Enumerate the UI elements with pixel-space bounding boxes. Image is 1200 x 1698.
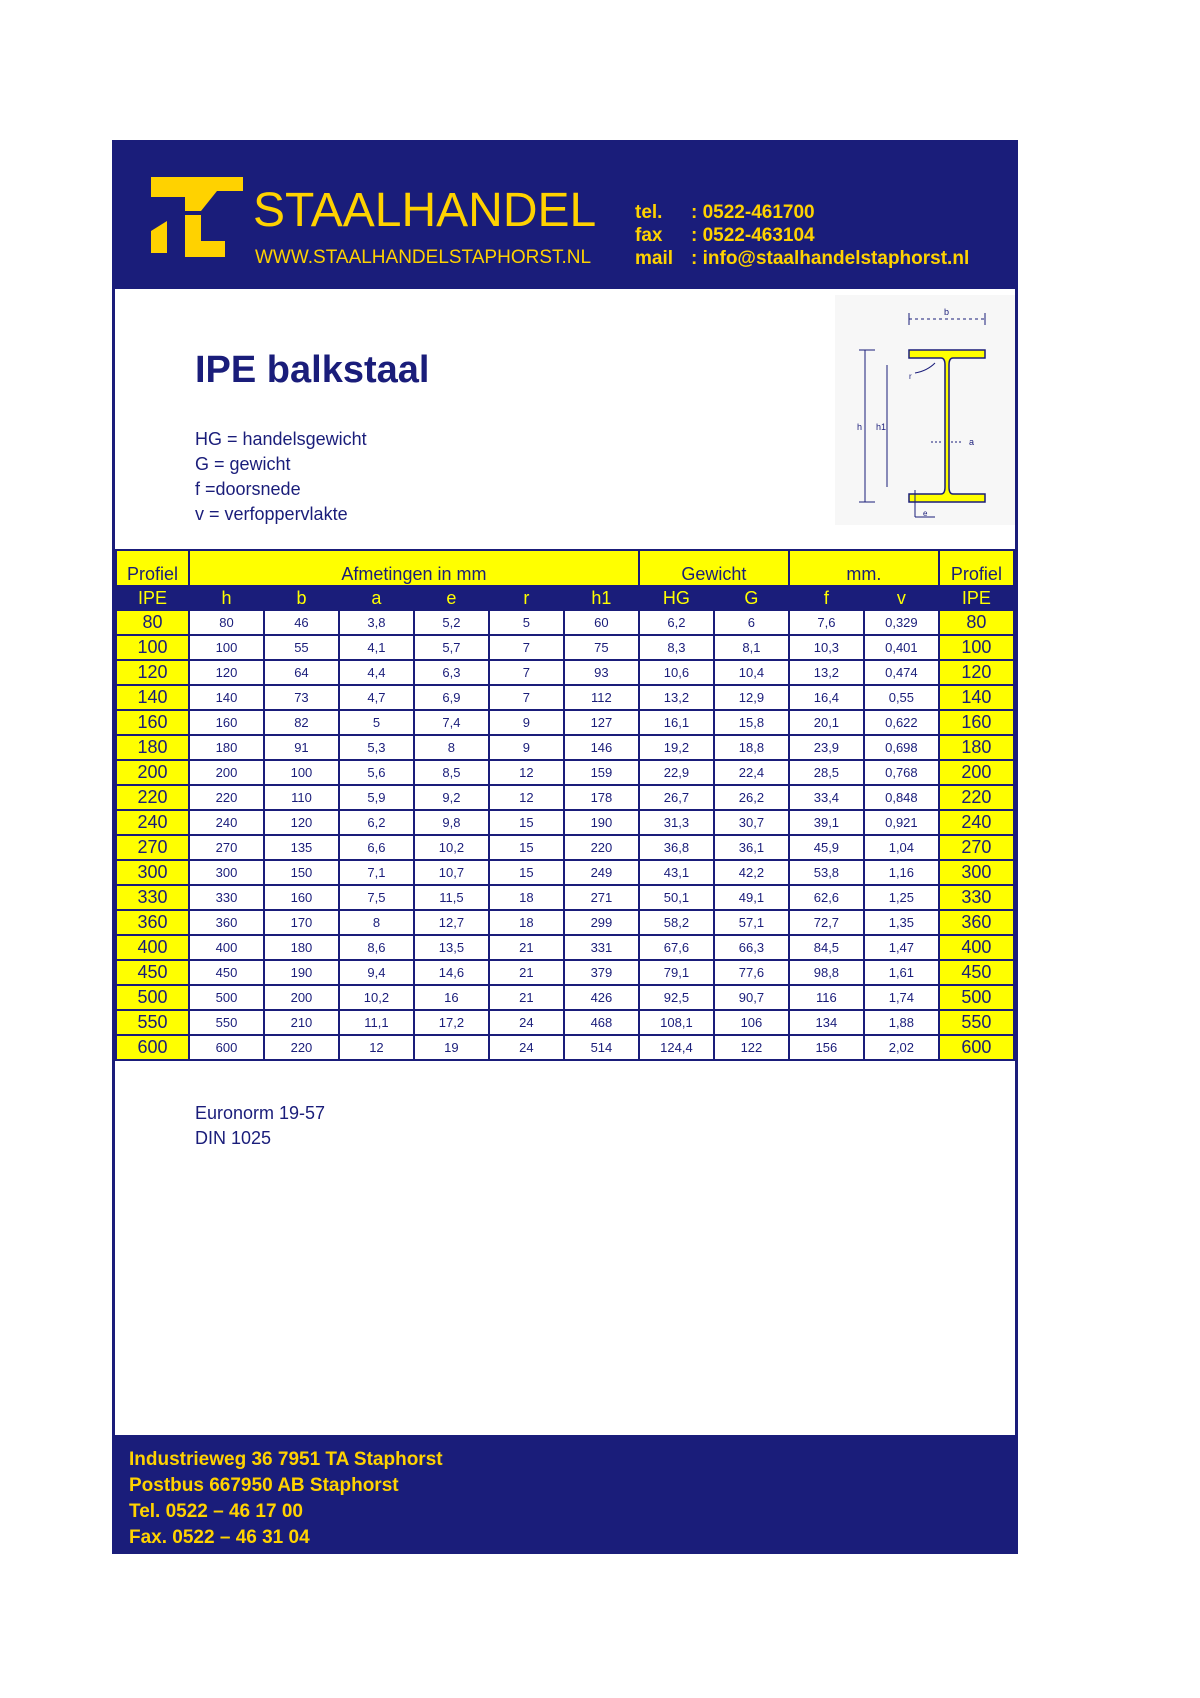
table-row	[116, 760, 1014, 785]
table-row	[116, 660, 1014, 685]
profile-cell: 270	[939, 835, 1014, 860]
profile-cell: 140	[939, 685, 1014, 710]
value-cell: 300	[189, 860, 264, 885]
profile-cell: 120	[116, 660, 189, 685]
value-cell: 93	[564, 660, 639, 685]
ipe-table	[115, 549, 1015, 1061]
value-cell: 550	[189, 1010, 264, 1035]
table-row	[116, 935, 1014, 960]
value-cell: 5,9	[339, 785, 414, 810]
value-cell: 12	[489, 785, 564, 810]
value-cell: 7,1	[339, 860, 414, 885]
value-cell: 124,4	[639, 1035, 714, 1060]
group-header-cell: Profiel	[939, 550, 1014, 586]
value-cell: 62,6	[789, 885, 864, 910]
value-cell: 15	[489, 860, 564, 885]
profile-cell: 140	[116, 685, 189, 710]
value-cell: 30,7	[714, 810, 789, 835]
value-cell: 17,2	[414, 1010, 489, 1035]
diagram-label-b: b	[944, 307, 950, 317]
value-cell: 8	[414, 735, 489, 760]
value-cell: 1,04	[864, 835, 939, 860]
legend-item: G = gewicht	[195, 454, 291, 474]
contact-row: tel. : 0522-461700	[635, 202, 815, 223]
value-cell: 9	[489, 710, 564, 735]
value-cell: 106	[714, 1010, 789, 1035]
contact-row: fax : 0522-463104	[635, 225, 815, 246]
value-cell: 9	[489, 735, 564, 760]
value-cell: 6	[714, 610, 789, 635]
value-cell: 0,768	[864, 760, 939, 785]
value-cell: 10,7	[414, 860, 489, 885]
value-cell: 15	[489, 835, 564, 860]
value-cell: 4,1	[339, 635, 414, 660]
column-header: v	[864, 586, 939, 610]
value-cell: 1,16	[864, 860, 939, 885]
profile-cell: 330	[116, 885, 189, 910]
value-cell: 330	[189, 885, 264, 910]
footer-line: Postbus 667950 AB Staphorst	[129, 1475, 399, 1496]
value-cell: 400	[189, 935, 264, 960]
value-cell: 220	[264, 1035, 339, 1060]
value-cell: 10,6	[639, 660, 714, 685]
profile-cell: 200	[116, 760, 189, 785]
value-cell: 220	[564, 835, 639, 860]
profile-cell: 200	[939, 760, 1014, 785]
value-cell: 5	[489, 610, 564, 635]
profile-cell: 160	[939, 710, 1014, 735]
value-cell: 6,9	[414, 685, 489, 710]
value-cell: 5	[339, 710, 414, 735]
value-cell: 77,6	[714, 960, 789, 985]
value-cell: 55	[264, 635, 339, 660]
value-cell: 360	[189, 910, 264, 935]
value-cell: 331	[564, 935, 639, 960]
group-header-cell: mm.	[789, 550, 939, 586]
column-header: f	[789, 586, 864, 610]
value-cell: 200	[189, 760, 264, 785]
value-cell: 4,7	[339, 685, 414, 710]
value-cell: 12,9	[714, 685, 789, 710]
table-row	[116, 610, 1014, 635]
value-cell: 240	[189, 810, 264, 835]
profile-cell: 270	[116, 835, 189, 860]
value-cell: 53,8	[789, 860, 864, 885]
value-cell: 50,1	[639, 885, 714, 910]
value-cell: 79,1	[639, 960, 714, 985]
value-cell: 159	[564, 760, 639, 785]
value-cell: 0,329	[864, 610, 939, 635]
footer-line: Industrieweg 36 7951 TA Staphorst	[129, 1449, 443, 1470]
profile-cell: 550	[939, 1010, 1014, 1035]
value-cell: 82	[264, 710, 339, 735]
value-cell: 58,2	[639, 910, 714, 935]
value-cell: 170	[264, 910, 339, 935]
value-cell: 8	[339, 910, 414, 935]
value-cell: 0,474	[864, 660, 939, 685]
profile-cell: 300	[939, 860, 1014, 885]
value-cell: 92,5	[639, 985, 714, 1010]
profile-cell: 240	[116, 810, 189, 835]
legend-item: v = verfoppervlakte	[195, 504, 348, 524]
value-cell: 426	[564, 985, 639, 1010]
value-cell: 64	[264, 660, 339, 685]
profile-cell: 120	[939, 660, 1014, 685]
value-cell: 1,88	[864, 1010, 939, 1035]
value-cell: 8,6	[339, 935, 414, 960]
value-cell: 91	[264, 735, 339, 760]
value-cell: 16,4	[789, 685, 864, 710]
header-banner	[115, 143, 1015, 289]
value-cell: 156	[789, 1035, 864, 1060]
value-cell: 0,698	[864, 735, 939, 760]
column-header: e	[414, 586, 489, 610]
value-cell: 112	[564, 685, 639, 710]
value-cell: 42,2	[714, 860, 789, 885]
value-cell: 150	[264, 860, 339, 885]
value-cell: 0,401	[864, 635, 939, 660]
standards	[195, 1101, 325, 1151]
value-cell: 116	[789, 985, 864, 1010]
profile-cell: 400	[939, 935, 1014, 960]
table-row	[116, 710, 1014, 735]
column-header: a	[339, 586, 414, 610]
value-cell: 9,4	[339, 960, 414, 985]
value-cell: 379	[564, 960, 639, 985]
value-cell: 84,5	[789, 935, 864, 960]
table-group-header	[116, 550, 1014, 586]
profile-cell: 160	[116, 710, 189, 735]
value-cell: 39,1	[789, 810, 864, 835]
value-cell: 134	[789, 1010, 864, 1035]
profile-cell: 80	[939, 610, 1014, 635]
value-cell: 28,5	[789, 760, 864, 785]
value-cell: 18,8	[714, 735, 789, 760]
value-cell: 46	[264, 610, 339, 635]
value-cell: 75	[564, 635, 639, 660]
value-cell: 4,4	[339, 660, 414, 685]
profile-cell: 180	[116, 735, 189, 760]
footer-line: Tel. 0522 – 46 17 00	[129, 1501, 303, 1522]
table-row	[116, 785, 1014, 810]
value-cell: 0,622	[864, 710, 939, 735]
value-cell: 0,848	[864, 785, 939, 810]
diagram-label-h: h	[857, 422, 863, 432]
value-cell: 16	[414, 985, 489, 1010]
group-header-cell: Gewicht	[639, 550, 789, 586]
value-cell: 22,9	[639, 760, 714, 785]
legend-item: f =doorsnede	[195, 479, 301, 499]
profile-cell: 360	[939, 910, 1014, 935]
value-cell: 20,1	[789, 710, 864, 735]
company-logo	[145, 171, 250, 263]
value-cell: 10,3	[789, 635, 864, 660]
value-cell: 21	[489, 985, 564, 1010]
table-row	[116, 810, 1014, 835]
value-cell: 49,1	[714, 885, 789, 910]
profile-cell: 240	[939, 810, 1014, 835]
value-cell: 43,1	[639, 860, 714, 885]
column-header: b	[264, 586, 339, 610]
value-cell: 24	[489, 1035, 564, 1060]
value-cell: 2,02	[864, 1035, 939, 1060]
value-cell: 10,4	[714, 660, 789, 685]
datasheet-frame	[112, 140, 1018, 1554]
legend	[195, 427, 367, 527]
value-cell: 6,2	[639, 610, 714, 635]
profile-cell: 360	[116, 910, 189, 935]
table-row	[116, 860, 1014, 885]
ipe-section-diagram	[835, 295, 1015, 525]
value-cell: 26,7	[639, 785, 714, 810]
value-cell: 7	[489, 635, 564, 660]
table-row	[116, 985, 1014, 1010]
legend-item: HG = handelsgewicht	[195, 429, 367, 449]
value-cell: 13,2	[789, 660, 864, 685]
value-cell: 8,3	[639, 635, 714, 660]
value-cell: 180	[264, 935, 339, 960]
profile-cell: 100	[116, 635, 189, 660]
value-cell: 21	[489, 960, 564, 985]
value-cell: 19,2	[639, 735, 714, 760]
value-cell: 13,2	[639, 685, 714, 710]
value-cell: 12	[489, 760, 564, 785]
value-cell: 146	[564, 735, 639, 760]
value-cell: 210	[264, 1010, 339, 1035]
standard-item: Euronorm 19-57	[195, 1103, 326, 1123]
value-cell: 110	[264, 785, 339, 810]
value-cell: 8,5	[414, 760, 489, 785]
value-cell: 18	[489, 910, 564, 935]
table-row	[116, 960, 1014, 985]
footer-banner	[115, 1435, 1015, 1551]
value-cell: 9,2	[414, 785, 489, 810]
value-cell: 12	[339, 1035, 414, 1060]
value-cell: 0,921	[864, 810, 939, 835]
value-cell: 60	[564, 610, 639, 635]
table-body	[116, 610, 1014, 1060]
group-header-cell: Profiel	[116, 550, 189, 586]
value-cell: 1,25	[864, 885, 939, 910]
value-cell: 600	[189, 1035, 264, 1060]
value-cell: 200	[264, 985, 339, 1010]
value-cell: 16,1	[639, 710, 714, 735]
diagram-label-a: a	[969, 437, 975, 447]
standard-item: DIN 1025	[195, 1128, 272, 1148]
value-cell: 33,4	[789, 785, 864, 810]
table-row	[116, 735, 1014, 760]
column-header: h	[189, 586, 264, 610]
value-cell: 19	[414, 1035, 489, 1060]
profile-cell: 450	[939, 960, 1014, 985]
contact-block	[635, 201, 969, 270]
profile-cell: 300	[116, 860, 189, 885]
value-cell: 66,3	[714, 935, 789, 960]
value-cell: 1,61	[864, 960, 939, 985]
value-cell: 11,1	[339, 1010, 414, 1035]
value-cell: 0,55	[864, 685, 939, 710]
table-row	[116, 685, 1014, 710]
contact-row: mail : info@staalhandelstaphorst.nl	[635, 248, 970, 269]
value-cell: 12,7	[414, 910, 489, 935]
value-cell: 18	[489, 885, 564, 910]
value-cell: 15,8	[714, 710, 789, 735]
column-header: r	[489, 586, 564, 610]
table-column-header	[116, 586, 1014, 610]
table-row	[116, 635, 1014, 660]
value-cell: 7	[489, 685, 564, 710]
value-cell: 1,74	[864, 985, 939, 1010]
value-cell: 160	[189, 710, 264, 735]
profile-cell: 80	[116, 610, 189, 635]
value-cell: 31,3	[639, 810, 714, 835]
value-cell: 10,2	[414, 835, 489, 860]
profile-cell: 550	[116, 1010, 189, 1035]
table-row	[116, 835, 1014, 860]
value-cell: 90,7	[714, 985, 789, 1010]
value-cell: 468	[564, 1010, 639, 1035]
profile-cell: 100	[939, 635, 1014, 660]
column-header: IPE	[116, 586, 189, 610]
profile-cell: 600	[116, 1035, 189, 1060]
value-cell: 127	[564, 710, 639, 735]
value-cell: 108,1	[639, 1010, 714, 1035]
value-cell: 270	[189, 835, 264, 860]
value-cell: 500	[189, 985, 264, 1010]
column-header: h1	[564, 586, 639, 610]
profile-cell: 500	[116, 985, 189, 1010]
value-cell: 271	[564, 885, 639, 910]
value-cell: 299	[564, 910, 639, 935]
profile-cell: 600	[939, 1035, 1014, 1060]
value-cell: 36,8	[639, 835, 714, 860]
value-cell: 5,3	[339, 735, 414, 760]
value-cell: 10,2	[339, 985, 414, 1010]
value-cell: 178	[564, 785, 639, 810]
value-cell: 24	[489, 1010, 564, 1035]
value-cell: 135	[264, 835, 339, 860]
value-cell: 8,1	[714, 635, 789, 660]
value-cell: 190	[264, 960, 339, 985]
column-header: IPE	[939, 586, 1014, 610]
value-cell: 140	[189, 685, 264, 710]
value-cell: 45,9	[789, 835, 864, 860]
value-cell: 73	[264, 685, 339, 710]
table-row	[116, 1010, 1014, 1035]
value-cell: 7,6	[789, 610, 864, 635]
footer-address	[129, 1447, 443, 1551]
profile-cell: 500	[939, 985, 1014, 1010]
page-title: IPE balkstaal	[195, 349, 430, 391]
value-cell: 6,6	[339, 835, 414, 860]
profile-cell: 330	[939, 885, 1014, 910]
value-cell: 11,5	[414, 885, 489, 910]
value-cell: 23,9	[789, 735, 864, 760]
value-cell: 26,2	[714, 785, 789, 810]
value-cell: 22,4	[714, 760, 789, 785]
value-cell: 6,3	[414, 660, 489, 685]
value-cell: 122	[714, 1035, 789, 1060]
value-cell: 190	[564, 810, 639, 835]
value-cell: 450	[189, 960, 264, 985]
value-cell: 80	[189, 610, 264, 635]
value-cell: 5,2	[414, 610, 489, 635]
value-cell: 67,6	[639, 935, 714, 960]
profile-cell: 400	[116, 935, 189, 960]
diagram-label-r: r	[909, 372, 912, 381]
value-cell: 15	[489, 810, 564, 835]
value-cell: 6,2	[339, 810, 414, 835]
value-cell: 7,4	[414, 710, 489, 735]
value-cell: 13,5	[414, 935, 489, 960]
profile-cell: 220	[939, 785, 1014, 810]
value-cell: 1,47	[864, 935, 939, 960]
group-header-cell: Afmetingen in mm	[189, 550, 639, 586]
table-row	[116, 1035, 1014, 1060]
value-cell: 100	[189, 635, 264, 660]
value-cell: 514	[564, 1035, 639, 1060]
value-cell: 9,8	[414, 810, 489, 835]
diagram-label-h1: h1	[876, 422, 887, 432]
value-cell: 1,35	[864, 910, 939, 935]
value-cell: 180	[189, 735, 264, 760]
value-cell: 160	[264, 885, 339, 910]
table-row	[116, 910, 1014, 935]
footer-line: Fax. 0522 – 46 31 04	[129, 1527, 310, 1548]
value-cell: 36,1	[714, 835, 789, 860]
profile-cell: 180	[939, 735, 1014, 760]
website-url: WWW.STAALHANDELSTAPHORST.NL	[255, 247, 592, 268]
profile-cell: 450	[116, 960, 189, 985]
value-cell: 220	[189, 785, 264, 810]
value-cell: 120	[264, 810, 339, 835]
value-cell: 72,7	[789, 910, 864, 935]
value-cell: 5,7	[414, 635, 489, 660]
profile-cell: 220	[116, 785, 189, 810]
value-cell: 57,1	[714, 910, 789, 935]
value-cell: 249	[564, 860, 639, 885]
table-row	[116, 885, 1014, 910]
value-cell: 7	[489, 660, 564, 685]
value-cell: 3,8	[339, 610, 414, 635]
column-header: G	[714, 586, 789, 610]
brand-name: STAALHANDEL	[253, 184, 597, 237]
value-cell: 5,6	[339, 760, 414, 785]
value-cell: 14,6	[414, 960, 489, 985]
column-header: HG	[639, 586, 714, 610]
value-cell: 98,8	[789, 960, 864, 985]
value-cell: 21	[489, 935, 564, 960]
value-cell: 100	[264, 760, 339, 785]
value-cell: 120	[189, 660, 264, 685]
diagram-label-e: e	[923, 509, 928, 518]
value-cell: 7,5	[339, 885, 414, 910]
